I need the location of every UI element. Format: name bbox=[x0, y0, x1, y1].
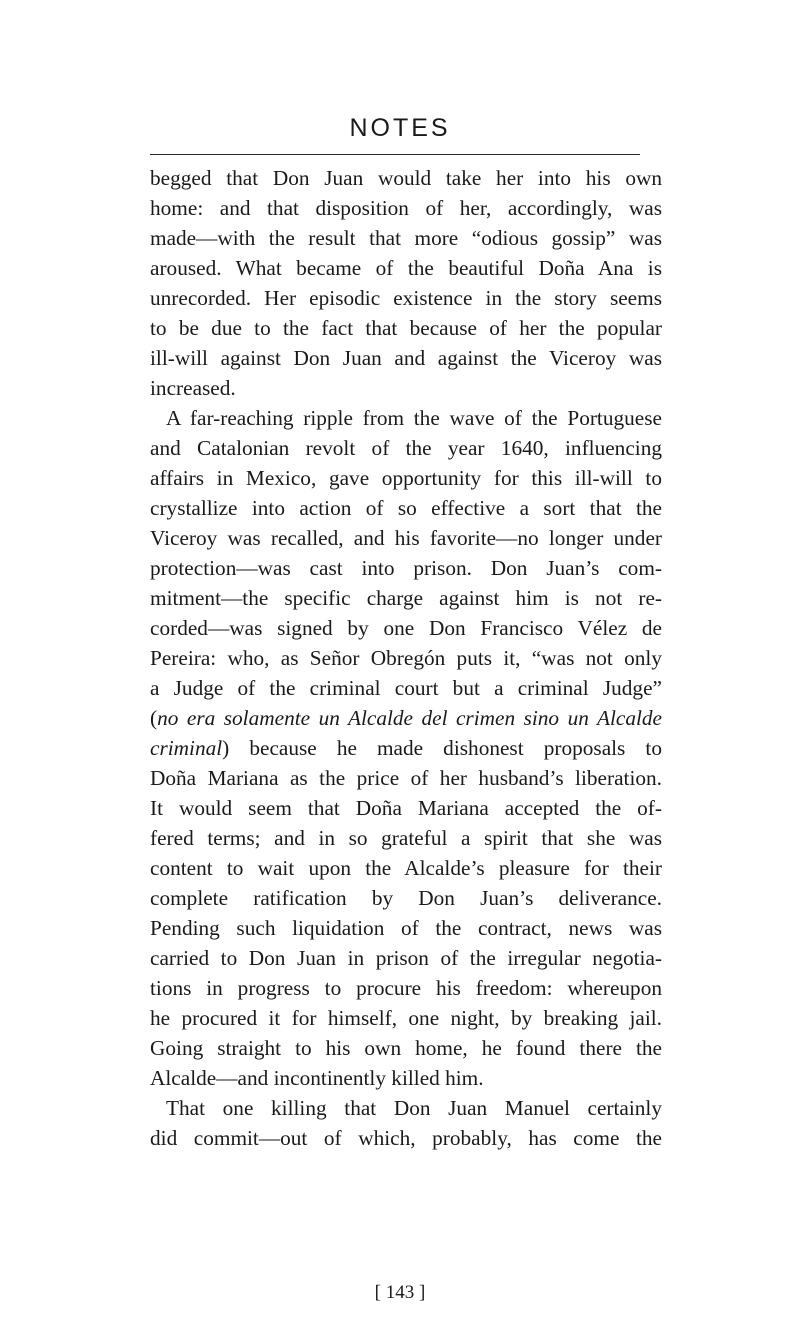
text-line: carried to Don Juan in prison of the irregular negotia- bbox=[150, 946, 662, 970]
body-text bbox=[150, 163, 662, 1153]
text-line-italic-phrase bbox=[150, 703, 662, 733]
text-line: Viceroy was recalled, and his favorite—no longer under bbox=[150, 526, 662, 550]
italic-phrase-close: criminal) because he made dishonest proposals to bbox=[150, 736, 662, 760]
text-line: and Catalonian revolt of the year 1640, influencing bbox=[150, 436, 662, 460]
text-line: to be due to the fact that because of her the popular bbox=[150, 316, 662, 340]
text-line: It would seem that Doña Mariana accepted the of- bbox=[150, 796, 662, 820]
text-line: crystallize into action of so effective a sort that the bbox=[150, 496, 662, 520]
text-line: increased. bbox=[150, 376, 236, 400]
text-line: he procured it for himself, one night, by breaking jail. bbox=[150, 1006, 662, 1030]
text-line: A far-reaching ripple from the wave of the Portuguese bbox=[166, 406, 662, 430]
italic-phrase-open: (no era solamente un Alcalde del crimen sino un Alcalde bbox=[150, 706, 662, 730]
text-line: mitment—the specific charge against him is not re- bbox=[150, 586, 662, 610]
text-line: corded—was signed by one Don Francisco Vélez de bbox=[150, 616, 662, 640]
text-line: unrecorded. Her episodic existence in the story seems bbox=[150, 286, 662, 310]
text-line: tions in progress to procure his freedom: whereupon bbox=[150, 976, 662, 1000]
running-header: NOTES bbox=[349, 114, 451, 142]
text-line: Pending such liquidation of the contract, news was bbox=[150, 916, 662, 940]
text-line: did commit—out of which, probably, has come the bbox=[150, 1126, 662, 1150]
header-rule bbox=[150, 154, 640, 155]
page-number: [ 143 ] bbox=[374, 1282, 426, 1303]
text-line: fered terms; and in so grateful a spirit that she was bbox=[150, 826, 662, 850]
text-line: Pereira: who, as Señor Obregón puts it, “was not only bbox=[150, 646, 662, 670]
text-line: begged that Don Juan would take her into his own bbox=[150, 166, 662, 190]
text-line: Alcalde—and incontinently killed him. bbox=[150, 1066, 484, 1090]
text-line: made—with the result that more “odious gossip” was bbox=[150, 226, 662, 250]
text-line: Going straight to his own home, he found there the bbox=[150, 1036, 662, 1060]
text-line: Doña Mariana as the price of her husband’s liberation. bbox=[150, 766, 662, 790]
text-line: That one killing that Don Juan Manuel certainly bbox=[166, 1096, 662, 1120]
text-line: complete ratification by Don Juan’s deliverance. bbox=[150, 886, 662, 910]
text-line-italic-start bbox=[150, 733, 662, 763]
text-line: a Judge of the criminal court but a criminal Judge” bbox=[150, 676, 662, 700]
text-line: ill-will against Don Juan and against the Viceroy was bbox=[150, 346, 662, 370]
text-line: content to wait upon the Alcalde’s pleasure for their bbox=[150, 856, 662, 880]
text-line: affairs in Mexico, gave opportunity for this ill-will to bbox=[150, 466, 662, 490]
text-line: home: and that disposition of her, accordingly, was bbox=[150, 196, 662, 220]
text-line: protection—was cast into prison. Don Juan’s com- bbox=[150, 556, 662, 580]
text-line: aroused. What became of the beautiful Doña Ana is bbox=[150, 256, 662, 280]
